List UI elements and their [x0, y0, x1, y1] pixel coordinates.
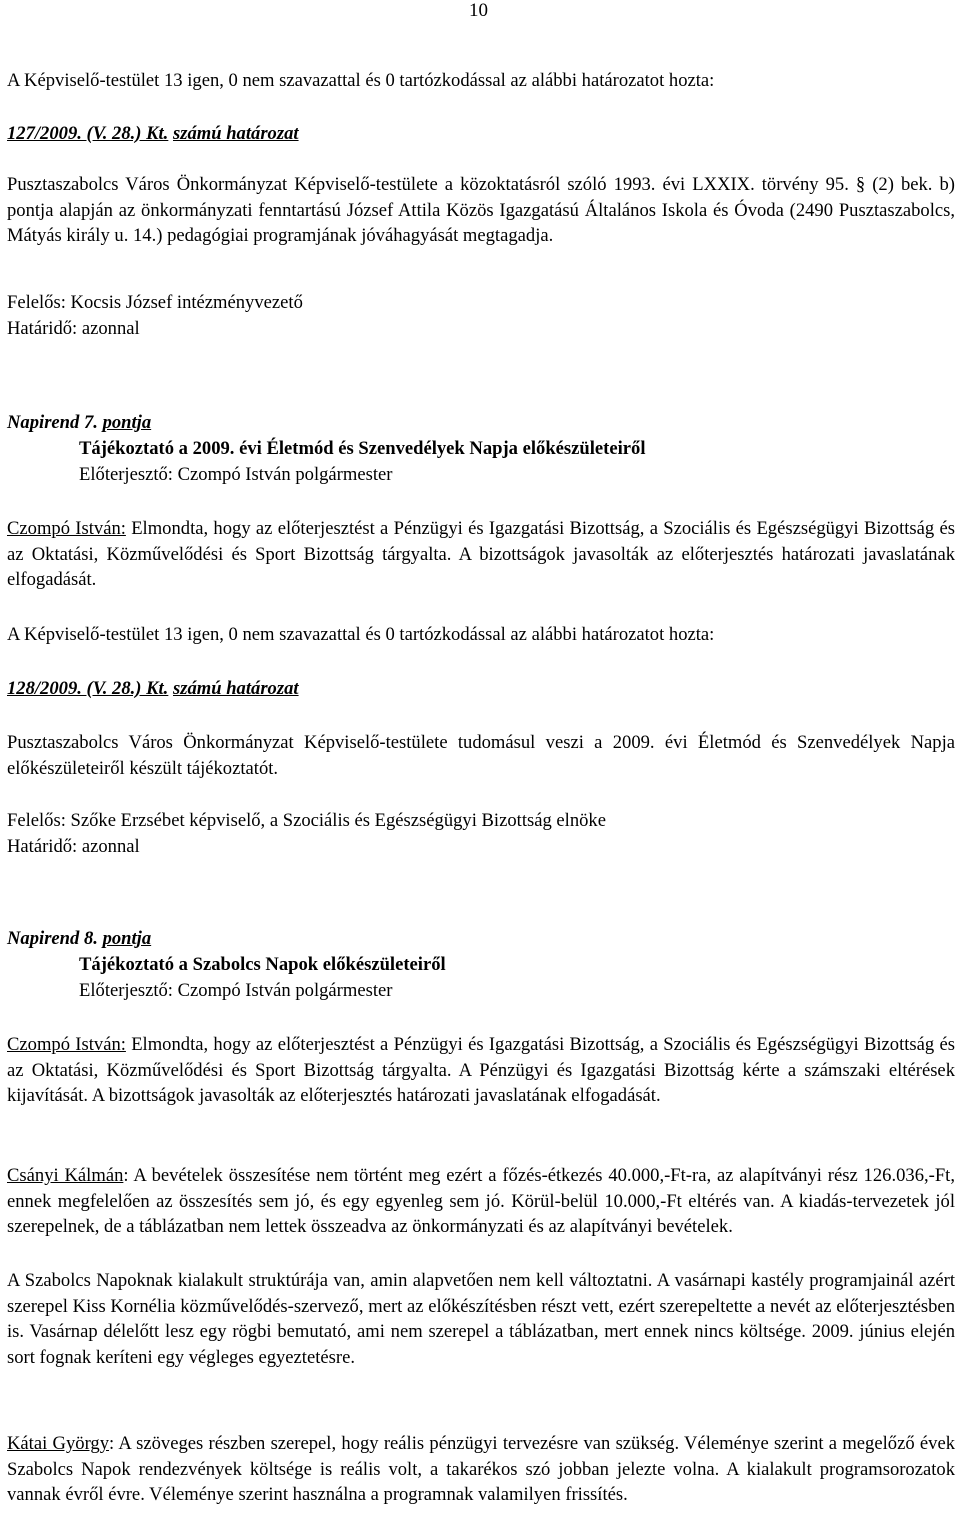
speech-text-katai: : A szöveges részben szerepel, hogy reális pénzügyi tervezésre van szükség. Véleménye szerint a megelőző évek Szabolcs Napok rendezvények költsége is reális volt, a takarékos szó jobban jelezte volna. A kialakult programsorozatok vannak évről évre. Véleménye szerint használna a programnak valamilyen frissítés. [7, 1433, 955, 1505]
speech-katai [7, 1431, 955, 1508]
speech-csanyi [7, 1163, 955, 1240]
speech-czompo-8 [7, 1032, 955, 1109]
resolution-text-1: Pusztaszabolcs Város Önkormányzat Képviselő-testülete a közoktatásról szóló 1993. évi LXXIX. törvény 95. § (2) bek. b) pontja alapján az önkormányzati fenntartású József Attila Közös Igazgatású Általános Iskola és Óvoda (2490 Pusztaszabolcs, Mátyás király u. 14.) pedagógiai programjának jóváhagyását megtagadja. [7, 174, 955, 246]
speaker-katai: Kátai György [7, 1433, 110, 1454]
resolution-title-1 [7, 121, 299, 147]
deadline-1: Határidő: azonnal [7, 318, 140, 339]
agenda-heading-8 [7, 926, 151, 952]
responsible-1: Felelős: Kocsis József intézményvezető [7, 292, 303, 313]
agenda-topic-7: Tájékoztató a 2009. évi Életmód és Szenvedélyek Napja előkészületeiről [79, 438, 646, 459]
agenda-point-8: pontja [102, 928, 152, 949]
presenter-7: Előterjesztő: Czompó István polgármester [79, 464, 393, 485]
agenda-label-8: Napirend 8. [7, 928, 98, 949]
vote-statement-1: A Képviselő-testület 13 igen, 0 nem szavazattal és 0 tartózkodással az alábbi határozatot hozta: [7, 70, 715, 91]
speaker-czompo-8: Czompó István: [7, 1034, 126, 1055]
speech-czompo-7 [7, 516, 955, 593]
resolution-title-2 [7, 676, 299, 702]
resolution-word-1: számú határozat [173, 123, 299, 144]
resolution-number-1: 127/2009. (V. 28.) Kt. [7, 123, 169, 144]
speech-text-csanyi: : A bevételek összesítése nem történt meg ezért a főzés-étkezés 40.000,-Ft-ra, az alapítványi rész 126.036,-Ft, ennek megfelelően az összesítés sem jó, és egy egyenleg sem jó. Körül-belül 10.000,-Ft eltérés van. A kiadás-tervezetek jól szerepelnek, de a táblázatban nem lettek összeadva az önkormányzati és az alapítványi bevételek. [7, 1165, 955, 1237]
speech-text-czompo-7: Elmondta, hogy az előterjesztést a Pénzügyi és Igazgatási Bizottság, a Szociális és Egészségügyi Bizottság és az Oktatási, Közművelődési és Sport Bizottság tárgyalta. A bizottságok javasolták az előterjesztés határozati javaslatának elfogadását. [7, 518, 955, 590]
agenda-label-7: Napirend 7. [7, 412, 98, 433]
page-number: 10 [469, 0, 488, 21]
resolution-word-2: számú határozat [173, 678, 299, 699]
resolution-number-2: 128/2009. (V. 28.) Kt. [7, 678, 169, 699]
resolution-text-2: Pusztaszabolcs Város Önkormányzat Képviselő-testülete tudomásul veszi a 2009. évi Életmód és Szenvedélyek Napja előkészületeiről készült tájékoztatót. [7, 732, 955, 779]
speech-csanyi-continued: A Szabolcs Napoknak kialakult struktúrája van, amin alapvetően nem kell változtatni. A vasárnapi kastély programjainál azért szerepel Kiss Kornélia közművelődés-szervező, mert az előkészítésben részt vett, ezért szerepeltette a nevét az előterjesztésben is. Vasárnap délelőtt lesz egy rögbi bemutató, ami nem szerepel a táblázatban, mert ennek nincs költsége. 2009. június elején sort fognak keríteni egy végleges egyeztetésre. [7, 1270, 955, 1368]
speaker-czompo-7: Czompó István: [7, 518, 126, 539]
agenda-heading-7 [7, 410, 151, 436]
agenda-point-7: pontja [102, 412, 152, 433]
speaker-csanyi: Csányi Kálmán [7, 1165, 124, 1186]
vote-statement-2: A Képviselő-testület 13 igen, 0 nem szavazattal és 0 tartózkodással az alábbi határozatot hozta: [7, 624, 715, 645]
presenter-8: Előterjesztő: Czompó István polgármester [79, 980, 393, 1001]
responsible-2: Felelős: Szőke Erzsébet képviselő, a Szociális és Egészségügyi Bizottság elnöke [7, 810, 606, 831]
agenda-topic-8: Tájékoztató a Szabolcs Napok előkészületeiről [79, 954, 446, 975]
deadline-2: Határidő: azonnal [7, 836, 140, 857]
speech-text-czompo-8: Elmondta, hogy az előterjesztést a Pénzügyi és Igazgatási Bizottság, a Szociális és Egészségügyi Bizottság és az Oktatási, Közművelődési és Sport Bizottság tárgyalta. A Pénzügyi és Igazgatási Bizottság kérte a számszaki eltérések kijavítását. A bizottságok javasolták az előterjesztés határozati javaslatának elfogadását. [7, 1034, 955, 1106]
